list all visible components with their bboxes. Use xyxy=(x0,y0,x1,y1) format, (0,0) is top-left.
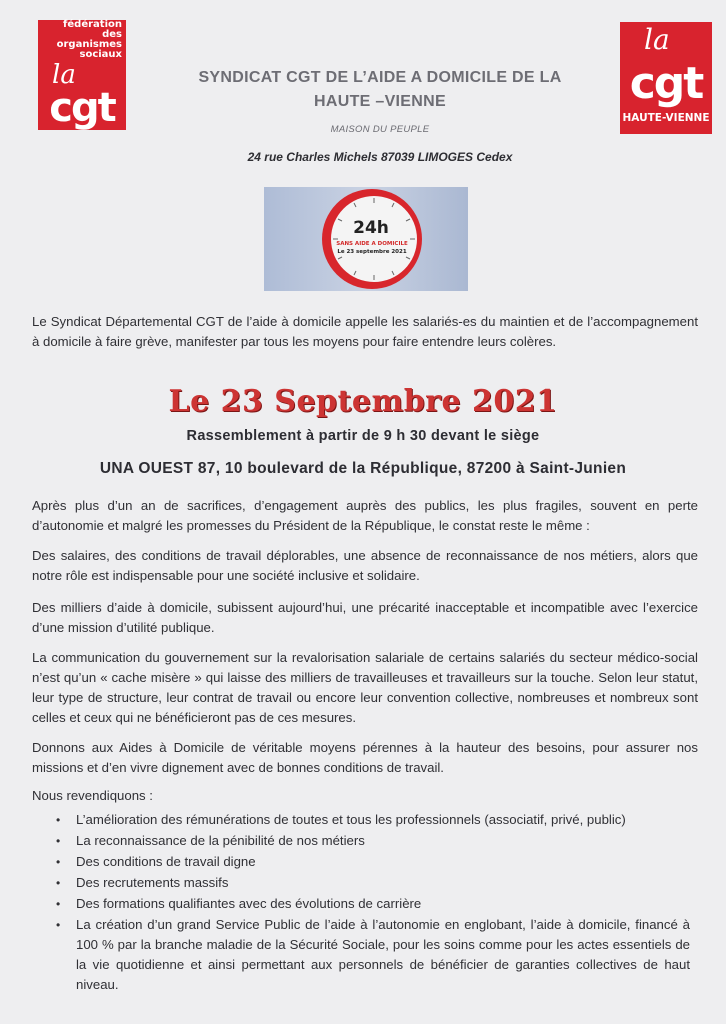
paragraph: Des salaires, des conditions de travail déplorables, une absence de reconnaissance de nos métiers, alors que notre rôle est indispensable pour une société inclusive et solidaire. xyxy=(32,548,698,583)
demands-list xyxy=(56,810,690,996)
location-line: UNA OUEST 87, 10 boulevard de la République, 87200 à Saint-Junien xyxy=(99,460,627,477)
logo-la-text: la xyxy=(52,60,76,90)
logo-la-text: la xyxy=(644,23,670,56)
union-title: SYNDICAT CGT DE L’AIDE A DOMICILE DE LA HAUTE –VIENNE xyxy=(198,69,562,110)
intro-paragraph: Le Syndicat Départemental CGT de l’aide à domicile appelle les salariés-es du maintien et de l’accompagnement à domicile à faire grève, manifester par tous les moyens pour faire entendre leurs colères. xyxy=(32,314,698,349)
list-item: • Des formations qualifiantes avec des évolutions de carrière xyxy=(56,894,690,914)
list-item: • La création d’un grand Service Public de l’aide à l’autonomie en englobant, l’aide à domicile, financé à 100 % par la branche maladie de la Sécurité Sociale, pour les soins comme pour les actes essentiels de la vie quotidienne et ainsi permettant aux personnels de bénéficier de garanties collectives de haut niveau. xyxy=(56,917,690,992)
strike-banner-image xyxy=(264,187,468,291)
union-address: 24 rue Charles Michels 87039 LIMOGES Cedex xyxy=(247,150,513,164)
list-item: • Des recrutements massifs xyxy=(56,873,690,893)
demands-intro: Nous revendiquons : xyxy=(32,788,153,803)
list-item: • Des conditions de travail digne xyxy=(56,852,690,872)
cgt-haute-vienne-logo xyxy=(620,22,712,134)
paragraph: Des milliers d’aide à domicile, subissent aujourd’hui, une précarité inacceptable et incompatible avec l’exercice d’une mission d’utilité publique. xyxy=(32,600,698,635)
list-item: • L’amélioration des rémunérations de toutes et tous les professionnels (associatif, privé, public) xyxy=(56,810,690,830)
bullet-icon: • xyxy=(56,897,61,911)
bullet-icon: • xyxy=(56,834,61,848)
paragraph: Après plus d’un an de sacrifices, d’engagement auprès des publics, les plus fragiles, souvent en perte d’autonomie et malgré les promesses du Président de la République, le constat reste le même : xyxy=(32,498,698,533)
union-subtitle: MAISON DU PEUPLE xyxy=(330,124,430,135)
event-date-heading: Le 23 Septembre 2021 xyxy=(168,384,558,419)
bullet-icon: • xyxy=(56,855,61,869)
logo-cgt-text: cgt xyxy=(629,58,703,109)
banner-date: Le 23 septembre 2021 xyxy=(337,249,407,255)
paragraph: Donnons aux Aides à Domicile de véritable moyens pérennes à la hauteur des besoins, pour assurer nos missions et d’en vivre dignement avec de bonnes conditions de travail. xyxy=(32,740,698,775)
banner-tagline: SANS AIDE A DOMICILE xyxy=(336,241,408,247)
logo-region-text: HAUTE-VIENNE xyxy=(622,112,710,124)
paragraph: La communication du gouvernement sur la revalorisation salariale de certains salariés du secteur médico-social n’est qu’un « cache misère » qui laisse des milliers de travailleuses et travailleurs sur la touche. Selon leur statut, leur type de structure, leur contrat de travail ou encore leur convention collective, nombreuses et nombreux sont celles et ceux qui ne bénéficieront pas de ces mesures. xyxy=(32,650,698,725)
bullet-icon: • xyxy=(56,813,61,827)
bullet-icon: • xyxy=(56,876,61,890)
clock-icon xyxy=(264,187,468,291)
cgt-federation-logo xyxy=(38,20,126,130)
banner-headline: 24h xyxy=(353,218,389,238)
federation-text: fédération des organismes sociaux xyxy=(56,19,122,60)
logo-cgt-text: cgt xyxy=(49,85,115,131)
gathering-line: Rassemblement à partir de 9 h 30 devant le siège xyxy=(186,428,540,444)
bullet-icon: • xyxy=(56,918,61,932)
list-item: • La reconnaissance de la pénibilité de nos métiers xyxy=(56,831,690,851)
